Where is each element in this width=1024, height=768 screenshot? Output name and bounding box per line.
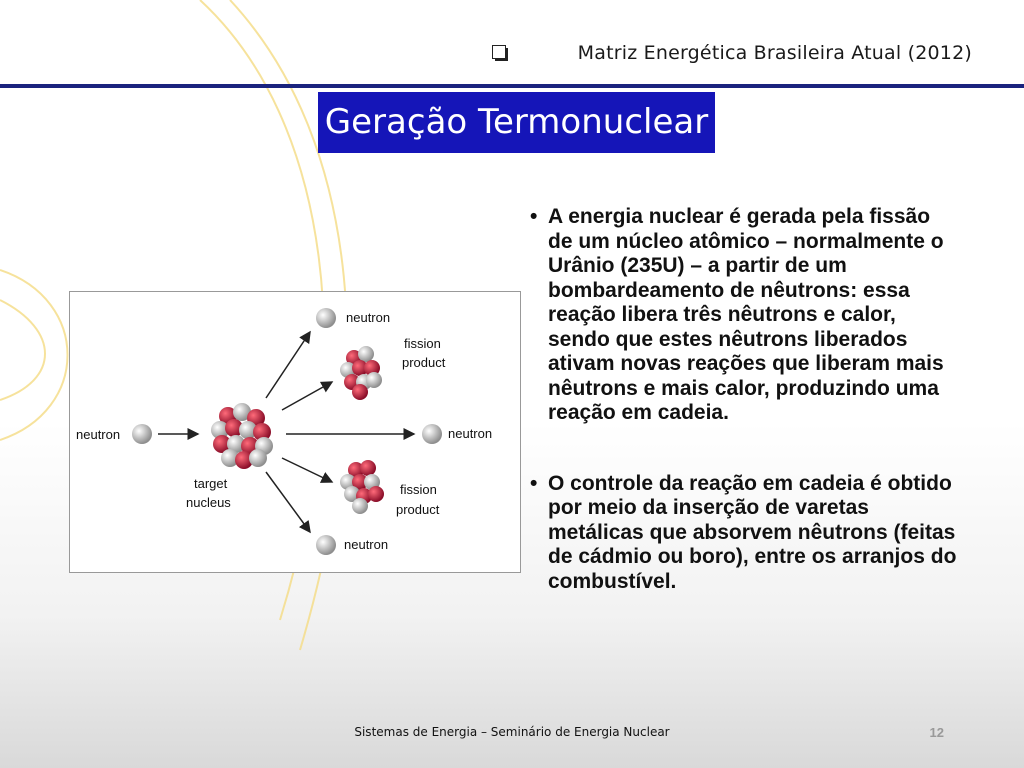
target-nucleus [211,403,273,469]
label-neutron-bottom: neutron [344,537,389,552]
fission-product-top [340,346,382,400]
label-neutron-in: neutron [76,427,121,442]
label-neutron-mid: neutron [448,426,493,441]
bullet-item [530,205,960,426]
checkbox-bullet-icon [492,45,506,59]
label-neutron-top: neutron [346,310,391,325]
arrow-fission-top [282,382,332,410]
incoming-neutron [132,424,152,444]
bullet-text: O controle da reação em cadeia é obtido por meio da inserção de varetas metálicas que absorvem nêutrons (feitas de cádmio ou boro), entre os arranjos do combustível. [548,471,957,593]
label-fission-top-1: fission [404,336,441,351]
neutron-top [316,308,336,328]
label-target-2: nucleus [186,495,231,510]
bullet-item [530,472,960,595]
label-fission-top-2: product [402,355,446,370]
neutron-bottom [316,535,336,555]
arrow-top [266,332,310,398]
header-title: Matriz Energética Brasileira Atual (2012) [577,42,972,64]
fission-diagram-svg [70,292,520,572]
label-fission-bottom-1: fission [400,482,437,497]
bullet-list [530,205,960,594]
neutron-mid [422,424,442,444]
section-title: Geração Termonuclear [318,92,715,153]
fission-product-bottom [340,460,384,514]
header-divider [0,84,1024,88]
arrow-bottom [266,472,310,532]
arrow-fission-bottom [282,458,332,482]
page-number: 12 [929,725,944,740]
label-target-1: target [194,476,228,491]
bullet-dot-icon: • [530,471,538,495]
bullet-text: A energia nuclear é gerada pela fissão de um núcleo atômico – normalmente o Urânio (235U) – a partir de um bombardeamento de nêutrons: essa reação libera três nêutrons e calor, sendo que estes nêutrons liberados ativam novas reações que liberam mais nêutrons e mais calor, produzindo uma reação em cadeia. [548,205,944,424]
bullet-dot-icon: • [530,205,538,228]
footer-text: Sistemas de Energia – Seminário de Energia Nuclear [354,725,670,739]
label-fission-bottom-2: product [396,502,440,517]
fission-diagram [69,291,521,573]
